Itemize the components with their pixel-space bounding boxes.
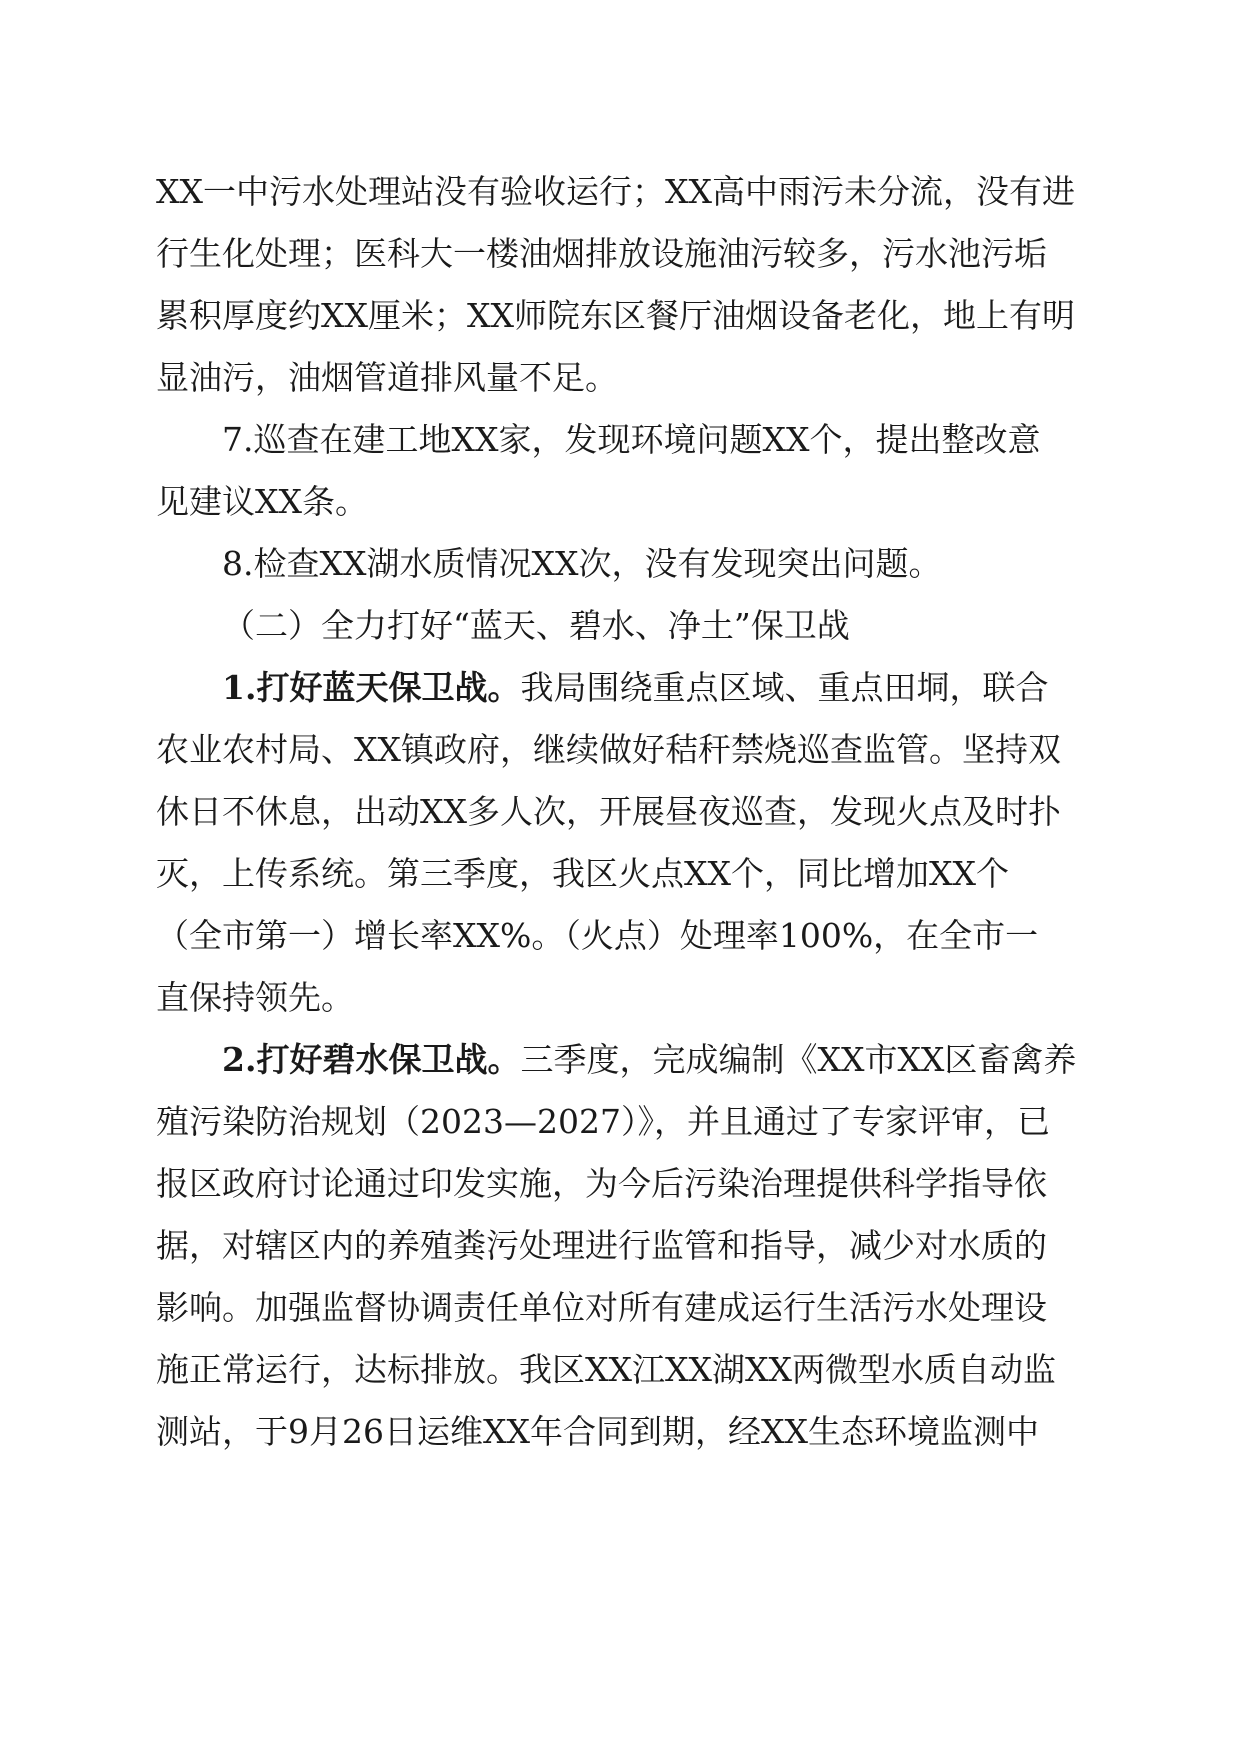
body-text-line: 施正常运行，达标排放。我区XX江XX湖XX两微型水质自动监 — [156, 1350, 1056, 1389]
body-text-line: 直保持领先。 — [156, 978, 354, 1017]
body-text-line: 显油污，油烟管道排风量不足。 — [156, 358, 618, 397]
body-text-line: 行生化处理；医科大一楼油烟排放设施油污较多，污水池污垢 — [156, 234, 1047, 273]
body-text-line: 报区政府讨论通过印发实施，为今后污染治理提供科学指导依 — [156, 1164, 1047, 1203]
paragraph-text: 我局围绕重点区域、重点田垌，联合 — [520, 668, 1049, 707]
section-heading: （二）全力打好“蓝天、碧水、净土”保卫战 — [222, 606, 850, 645]
body-text-line: 殖污染防治规划（2023—2027）》，并且通过了专家评审，已 — [156, 1102, 1050, 1141]
list-item-7: 7.巡查在建工地XX家，发现环境问题XX个，提出整改意 — [222, 420, 1041, 459]
paragraph-lead-clear-water: 2.打好碧水保卫战。 — [222, 1040, 521, 1079]
body-text-line: 休日不休息，出动XX多人次，开展昼夜巡查，发现火点及时扑 — [156, 792, 1061, 831]
body-text-line: 累积厚度约XX厘米；XX师院东区餐厅油烟设备老化，地上有明 — [156, 296, 1075, 335]
paragraph-blue-sky-first-line — [222, 658, 1086, 718]
paragraph-clear-water-first-line — [222, 1030, 1086, 1090]
body-text-line: 影响。加强监督协调责任单位对所有建成运行生活污水处理设 — [156, 1288, 1047, 1327]
body-text-line: XX一中污水处理站没有验收运行；XX高中雨污未分流，没有进 — [156, 172, 1075, 211]
body-text-line: 农业农村局、XX镇政府，继续做好秸秆禁烧巡查监管。坚持双 — [156, 730, 1061, 769]
paragraph-lead-blue-sky: 1.打好蓝天保卫战。 — [222, 668, 521, 707]
body-text-line: 测站，于9月26日运维XX年合同到期，经XX生态环境监测中 — [156, 1412, 1039, 1451]
body-text-line: 据，对辖区内的养殖粪污处理进行监管和指导，减少对水质的 — [156, 1226, 1047, 1265]
body-text-line: 灭，上传系统。第三季度，我区火点XX个，同比增加XX个 — [156, 854, 1009, 893]
body-text-line: （全市第一）增长率XX%。（火点）处理率100%，在全市一 — [156, 916, 1039, 955]
list-item-8: 8.检查XX湖水质情况XX次，没有发现突出问题。 — [222, 544, 942, 583]
body-text-line: 见建议XX条。 — [156, 482, 368, 521]
paragraph-text: 三季度，完成编制《XX市XX区畜禽养 — [520, 1040, 1077, 1079]
